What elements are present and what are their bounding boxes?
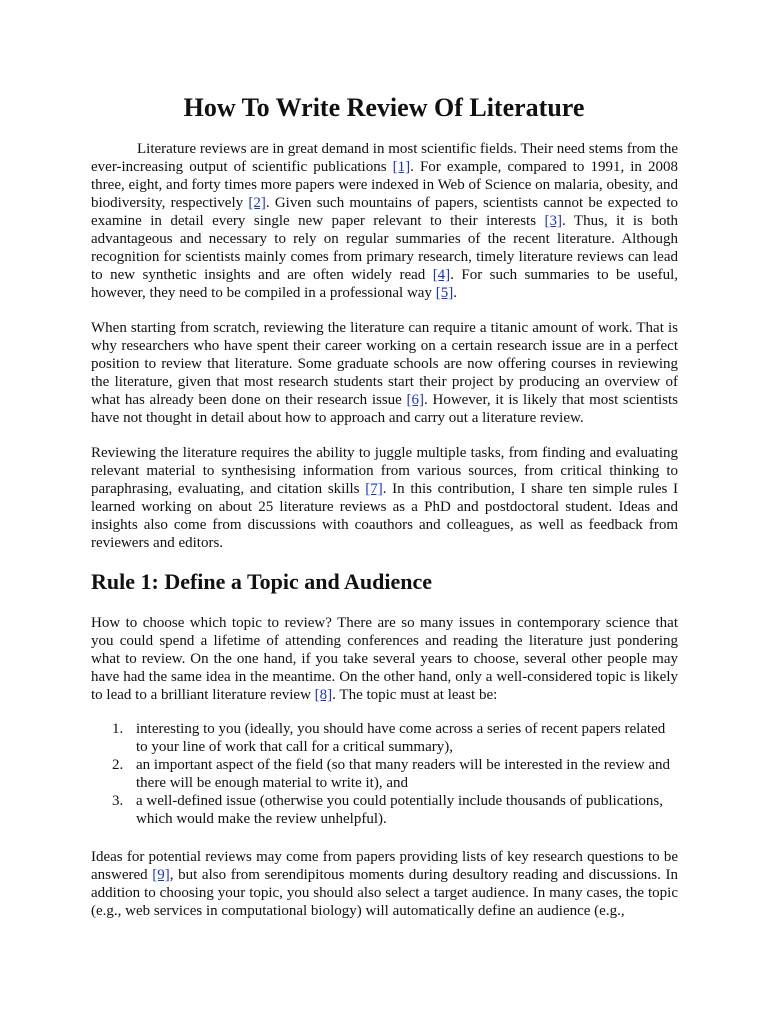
list-item <box>91 756 678 792</box>
rule-1-heading: Rule 1: Define a Topic and Audience <box>91 569 433 594</box>
citation-link-3[interactable]: [3] <box>544 213 562 229</box>
body-paragraph-3: Reviewing the literature requires the ability to juggle multiple tasks, from finding and evaluating relevant material to synthesising information from various sources, from critical thinking to paraphrasing, evaluating, and citation skills [7]. In this contribution, I share ten simple rules I learned working on about 25 literature reviews as a PhD and postdoctoral student. Ideas and insights also come from discussions with coauthors and colleagues, as well as feedback from reviewers and editors. <box>91 445 678 551</box>
intro-paragraph: Literature reviews are in great demand in most scientific fields. Their need stems from the ever-increasing output of scientific publications [1]. For example, compared to 1991, in 2008 three, eight, and forty times more papers were indexed in Web of Science on malaria, obesity, and biodiversity, respectively [2]. Given such mountains of papers, scientists cannot be expected to examine in detail every single new paper relevant to their interests [3]. Thus, it is both advantageous and necessary to rely on regular summaries of the recent literature. Although recognition for scientists mainly comes from primary research, timely literature reviews can lead to new synthetic insights and are often widely read [4]. For such summaries to be useful, however, they need to be compiled in a professional way [5]. <box>91 141 678 301</box>
citation-link-4[interactable]: [4] <box>432 267 451 283</box>
page-title: How To Write Review Of Literature <box>183 93 585 122</box>
list-item <box>91 792 678 828</box>
rule-1-paragraph: How to choose which topic to review? There are so many issues in contemporary science that you could spend a lifetime of attending conferences and reading the literature just pondering what to review. On the one hand, if you take several years to choose, several other people may have had the same idea in the meantime. On the other hand, only a well-considered topic is likely to lead to a brilliant literature review [8]. The topic must at least be: <box>91 615 678 703</box>
citation-link-9[interactable]: [9] <box>152 867 170 883</box>
citation-link-8[interactable]: [8] <box>314 687 333 703</box>
list-item-number: 3. <box>112 793 124 809</box>
citation-link-6[interactable]: [6] <box>406 392 425 408</box>
citation-link-7[interactable]: [7] <box>365 481 383 497</box>
body-paragraph-5: Ideas for potential reviews may come from papers providing lists of key research questions to be answered [9], but also from serendipitous moments during desultory reading and discussions. In addition to choosing your topic, you should also select a target audience. In many cases, the topic (e.g., web services in computational biology) will automatically define an audience (e.g., <box>91 849 679 919</box>
list-item-text: an important aspect of the field (so that many readers will be interested in the review and there will be enough material to write it), and <box>136 757 670 791</box>
list-item-text: a well-defined issue (otherwise you could potentially include thousands of publications, which would make the review unhelpful). <box>136 793 663 827</box>
citation-link-5[interactable]: [5] <box>435 285 454 301</box>
list-item-text: interesting to you (ideally, you should have come across a series of recent papers related to your line of work that call for a critical summary), <box>136 721 666 755</box>
list-item <box>91 720 678 756</box>
list-item-number: 1. <box>112 721 124 737</box>
list-item-number: 2. <box>112 757 124 773</box>
citation-link-2[interactable]: [2] <box>248 195 266 211</box>
citation-link-1[interactable]: [1] <box>392 159 411 175</box>
body-paragraph-2: When starting from scratch, reviewing the literature can require a titanic amount of work. That is why researchers who have spent their career working on a certain research issue are in a perfect position to review that literature. Some graduate schools are now offering courses in reviewing the literature, given that most research students start their project by producing an overview of what has already been done on their research issue [6]. However, it is likely that most scientists have not thought in detail about how to approach and carry out a literature review. <box>91 320 678 426</box>
topic-criteria-list <box>91 720 678 828</box>
